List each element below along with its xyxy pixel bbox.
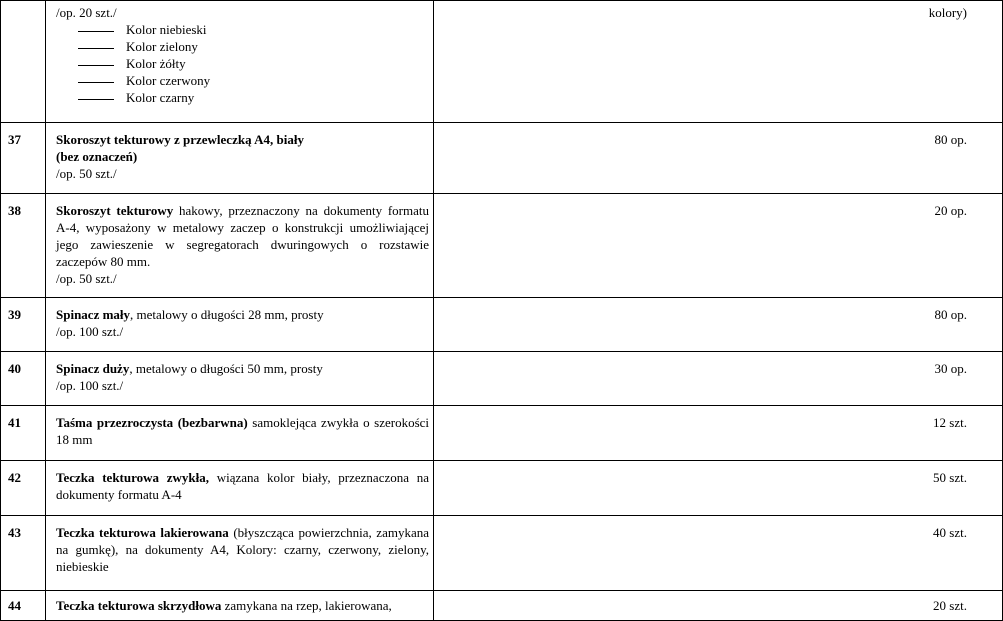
table-row xyxy=(1,1,1003,123)
item-description-cell xyxy=(46,406,434,461)
item-name: Skoroszyt tekturowy xyxy=(56,203,174,218)
quantity-cell: 12 szt. xyxy=(434,406,1003,461)
pack-size: /op. 20 szt./ xyxy=(56,5,117,20)
quantity-cell: 50 szt. xyxy=(434,461,1003,516)
color-option: Kolor czerwony xyxy=(56,72,429,89)
item-description-cell xyxy=(46,1,434,123)
pack-size: /op. 50 szt./ xyxy=(56,166,117,181)
item-description-cell xyxy=(46,516,434,591)
item-description-cell xyxy=(46,123,434,194)
item-name: Spinacz mały xyxy=(56,307,131,322)
item-name: Taśma przezroczysta (bezbarwna) xyxy=(56,415,248,430)
row-number-cell xyxy=(1,1,46,123)
item-description-cell xyxy=(46,298,434,352)
item-details: hakowy, przeznaczony na dokumenty formatu A-4, wyposażony w metalowy zaczep o konstrukcji umożliwiającej jego zawieszenie w segregatorach dwuringowych o rozstawie zaczepów 80 mm. xyxy=(56,203,429,269)
item-details: samoklejąca zwykła o szerokości 18 mm xyxy=(56,415,430,447)
pack-size: /op. 50 szt./ xyxy=(56,271,117,286)
item-name: Teczka tekturowa lakierowana xyxy=(56,525,229,540)
table-row xyxy=(1,352,1003,406)
row-number-cell: 38 xyxy=(1,194,46,298)
table-row xyxy=(1,591,1003,621)
quantity-cell: 20 szt. xyxy=(434,591,1003,621)
item-name: Teczka tekturowa zwykła, xyxy=(56,470,210,485)
table-row xyxy=(1,298,1003,352)
item-description-cell xyxy=(46,194,434,298)
item-name-note: (bez oznaczeń) xyxy=(56,149,138,164)
table-row xyxy=(1,123,1003,194)
item-details: (błyszcząca powierzchnia, zamykana na gumkę), na dokumenty A4, Kolory: czarny, czerwony, zielony, niebieskie xyxy=(56,525,429,574)
item-name: Teczka tekturowa skrzydłowa xyxy=(56,598,222,613)
table-row xyxy=(1,516,1003,591)
quantity-cell: 40 szt. xyxy=(434,516,1003,591)
item-details: , metalowy o długości 50 mm, prosty xyxy=(129,361,323,376)
item-details: wiązana kolor biały, przeznaczona na dokumenty formatu A-4 xyxy=(56,470,429,502)
quantity-cell: 80 op. xyxy=(434,123,1003,194)
pack-size: /op. 100 szt./ xyxy=(56,378,124,393)
color-option: Kolor czarny xyxy=(56,89,429,106)
color-option: Kolor zielony xyxy=(56,38,429,55)
item-description-cell xyxy=(46,461,434,516)
table-row xyxy=(1,406,1003,461)
table-row xyxy=(1,461,1003,516)
row-number-cell: 43 xyxy=(1,516,46,591)
quantity-cell: kolory) xyxy=(434,1,1003,123)
row-number-cell: 39 xyxy=(1,298,46,352)
table-row xyxy=(1,194,1003,298)
item-name: Spinacz duży xyxy=(56,361,130,376)
quantity-cell: 80 op. xyxy=(434,298,1003,352)
pack-size: /op. 100 szt./ xyxy=(56,324,124,339)
item-name: Skoroszyt tekturowy z przewleczką A4, biały xyxy=(56,132,304,147)
item-description-cell xyxy=(46,591,434,621)
quantity-cell: 20 op. xyxy=(434,194,1003,298)
item-description-cell xyxy=(46,352,434,406)
row-number-cell: 44 xyxy=(1,591,46,621)
color-option: Kolor niebieski xyxy=(56,21,429,38)
row-number-cell: 41 xyxy=(1,406,46,461)
item-details: zamykana na rzep, lakierowana, xyxy=(224,598,392,613)
quantity-cell: 30 op. xyxy=(434,352,1003,406)
item-details: , metalowy o długości 28 mm, prosty xyxy=(130,307,324,322)
row-number-cell: 37 xyxy=(1,123,46,194)
row-number-cell: 42 xyxy=(1,461,46,516)
color-option: Kolor żółty xyxy=(56,55,429,72)
row-number-cell: 40 xyxy=(1,352,46,406)
